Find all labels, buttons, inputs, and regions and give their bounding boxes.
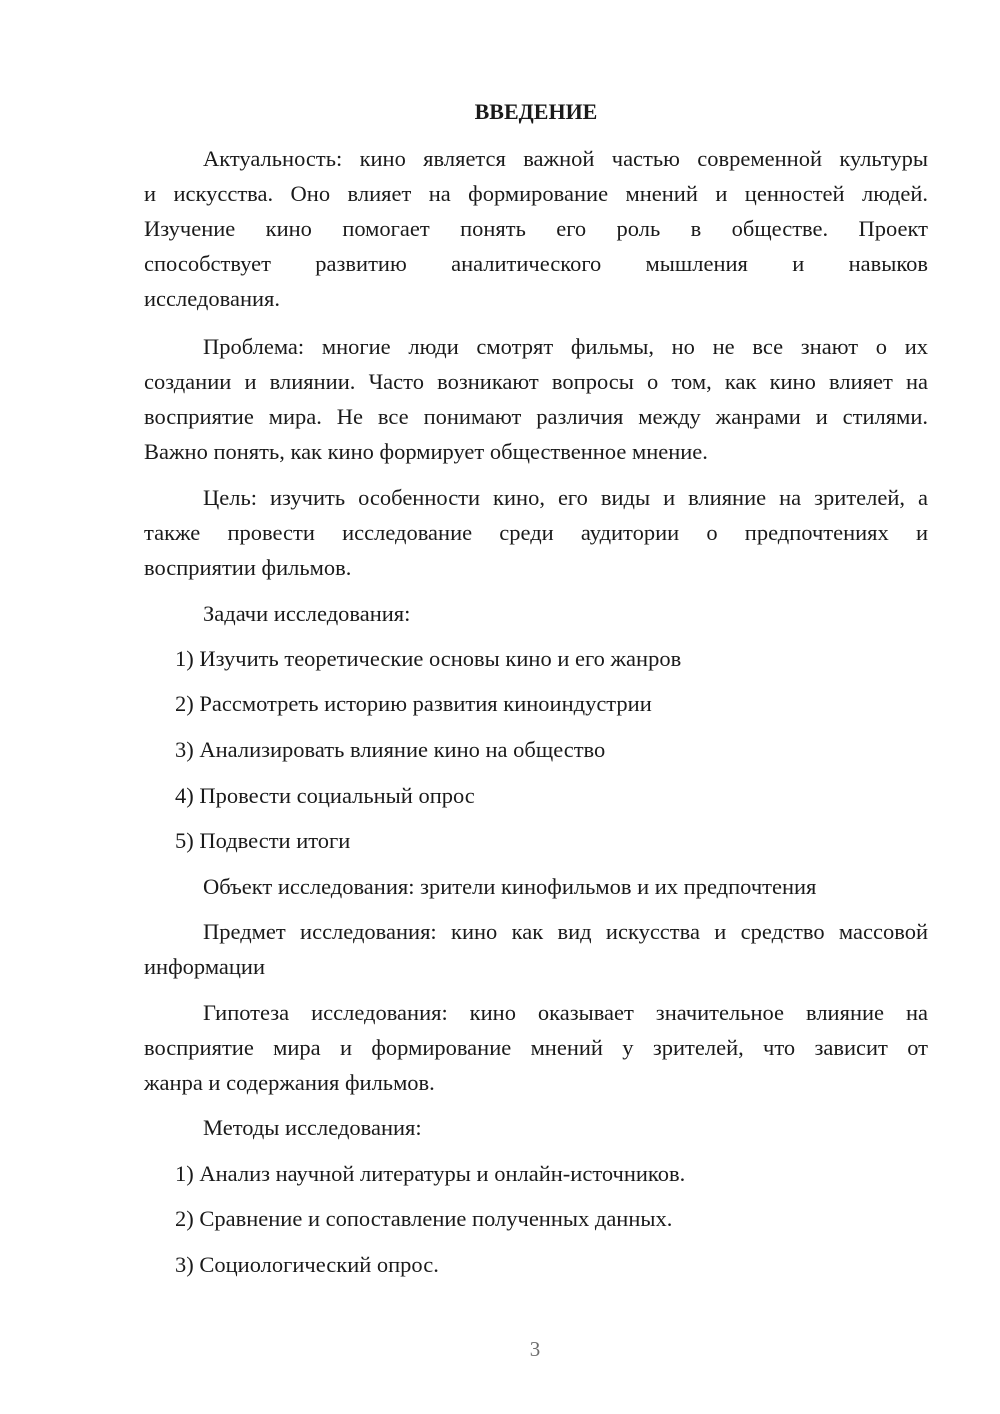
task-item: 2) Рассмотреть историю развития киноиндустрии [175, 691, 652, 716]
page-number: 3 [529, 1337, 541, 1361]
relevance-line: способствует развитию аналитического мышления и навыков [144, 251, 928, 276]
task-item: 1) Изучить теоретические основы кино и его жанров [175, 646, 682, 671]
relevance-line: Актуальность: кино является важной частью современной культуры [203, 146, 928, 171]
hypothesis-line: Гипотеза исследования: кино оказывает значительное влияние на [203, 1000, 928, 1025]
hypothesis-line: восприятие мира и формирование мнений у зрителей, что зависит от [144, 1035, 928, 1060]
method-item: 3) Социологический опрос. [175, 1252, 439, 1277]
methods-heading: Методы исследования: [203, 1115, 422, 1140]
task-item: 5) Подвести итоги [175, 828, 351, 853]
problem-paragraph [144, 329, 928, 469]
hypothesis-line: жанра и содержания фильмов. [144, 1070, 435, 1095]
relevance-line: и искусства. Оно влияет на формирование мнений и ценностей людей. [144, 181, 928, 206]
problem-line: восприятие мира. Не все понимают различия между жанрами и стилями. [144, 404, 928, 429]
goal-line: также провести исследование среди аудитории о предпочтениях и [144, 520, 928, 545]
tasks-heading: Задачи исследования: [203, 601, 411, 626]
task-item: 4) Провести социальный опрос [175, 783, 475, 808]
goal-paragraph [144, 480, 928, 585]
page-title: ВВЕДЕНИЕ [474, 99, 598, 124]
hypothesis-paragraph [144, 995, 928, 1100]
problem-line: Проблема: многие люди смотрят фильмы, но не все знают о их [203, 334, 928, 359]
method-item: 1) Анализ научной литературы и онлайн-источников. [175, 1161, 686, 1186]
problem-line: Важно понять, как кино формирует общественное мнение. [144, 439, 708, 464]
task-item: 3) Анализировать влияние кино на общество [175, 737, 606, 762]
relevance-line: Изучение кино помогает понять его роль в обществе. Проект [144, 216, 928, 241]
relevance-line: исследования. [144, 286, 280, 311]
method-item: 2) Сравнение и сопоставление полученных данных. [175, 1206, 673, 1231]
goal-line: Цель: изучить особенности кино, его виды и влияние на зрителей, а [203, 485, 928, 510]
subject-paragraph [144, 914, 928, 984]
research-object: Объект исследования: зрители кинофильмов и их предпочтения [203, 874, 817, 899]
problem-line: создании и влиянии. Часто возникают вопросы о том, как кино влияет на [144, 369, 928, 394]
subject-line: информации [144, 954, 266, 979]
goal-line: восприятии фильмов. [144, 555, 352, 580]
subject-line: Предмет исследования: кино как вид искусства и средство массовой [203, 919, 928, 944]
relevance-paragraph [144, 141, 928, 316]
